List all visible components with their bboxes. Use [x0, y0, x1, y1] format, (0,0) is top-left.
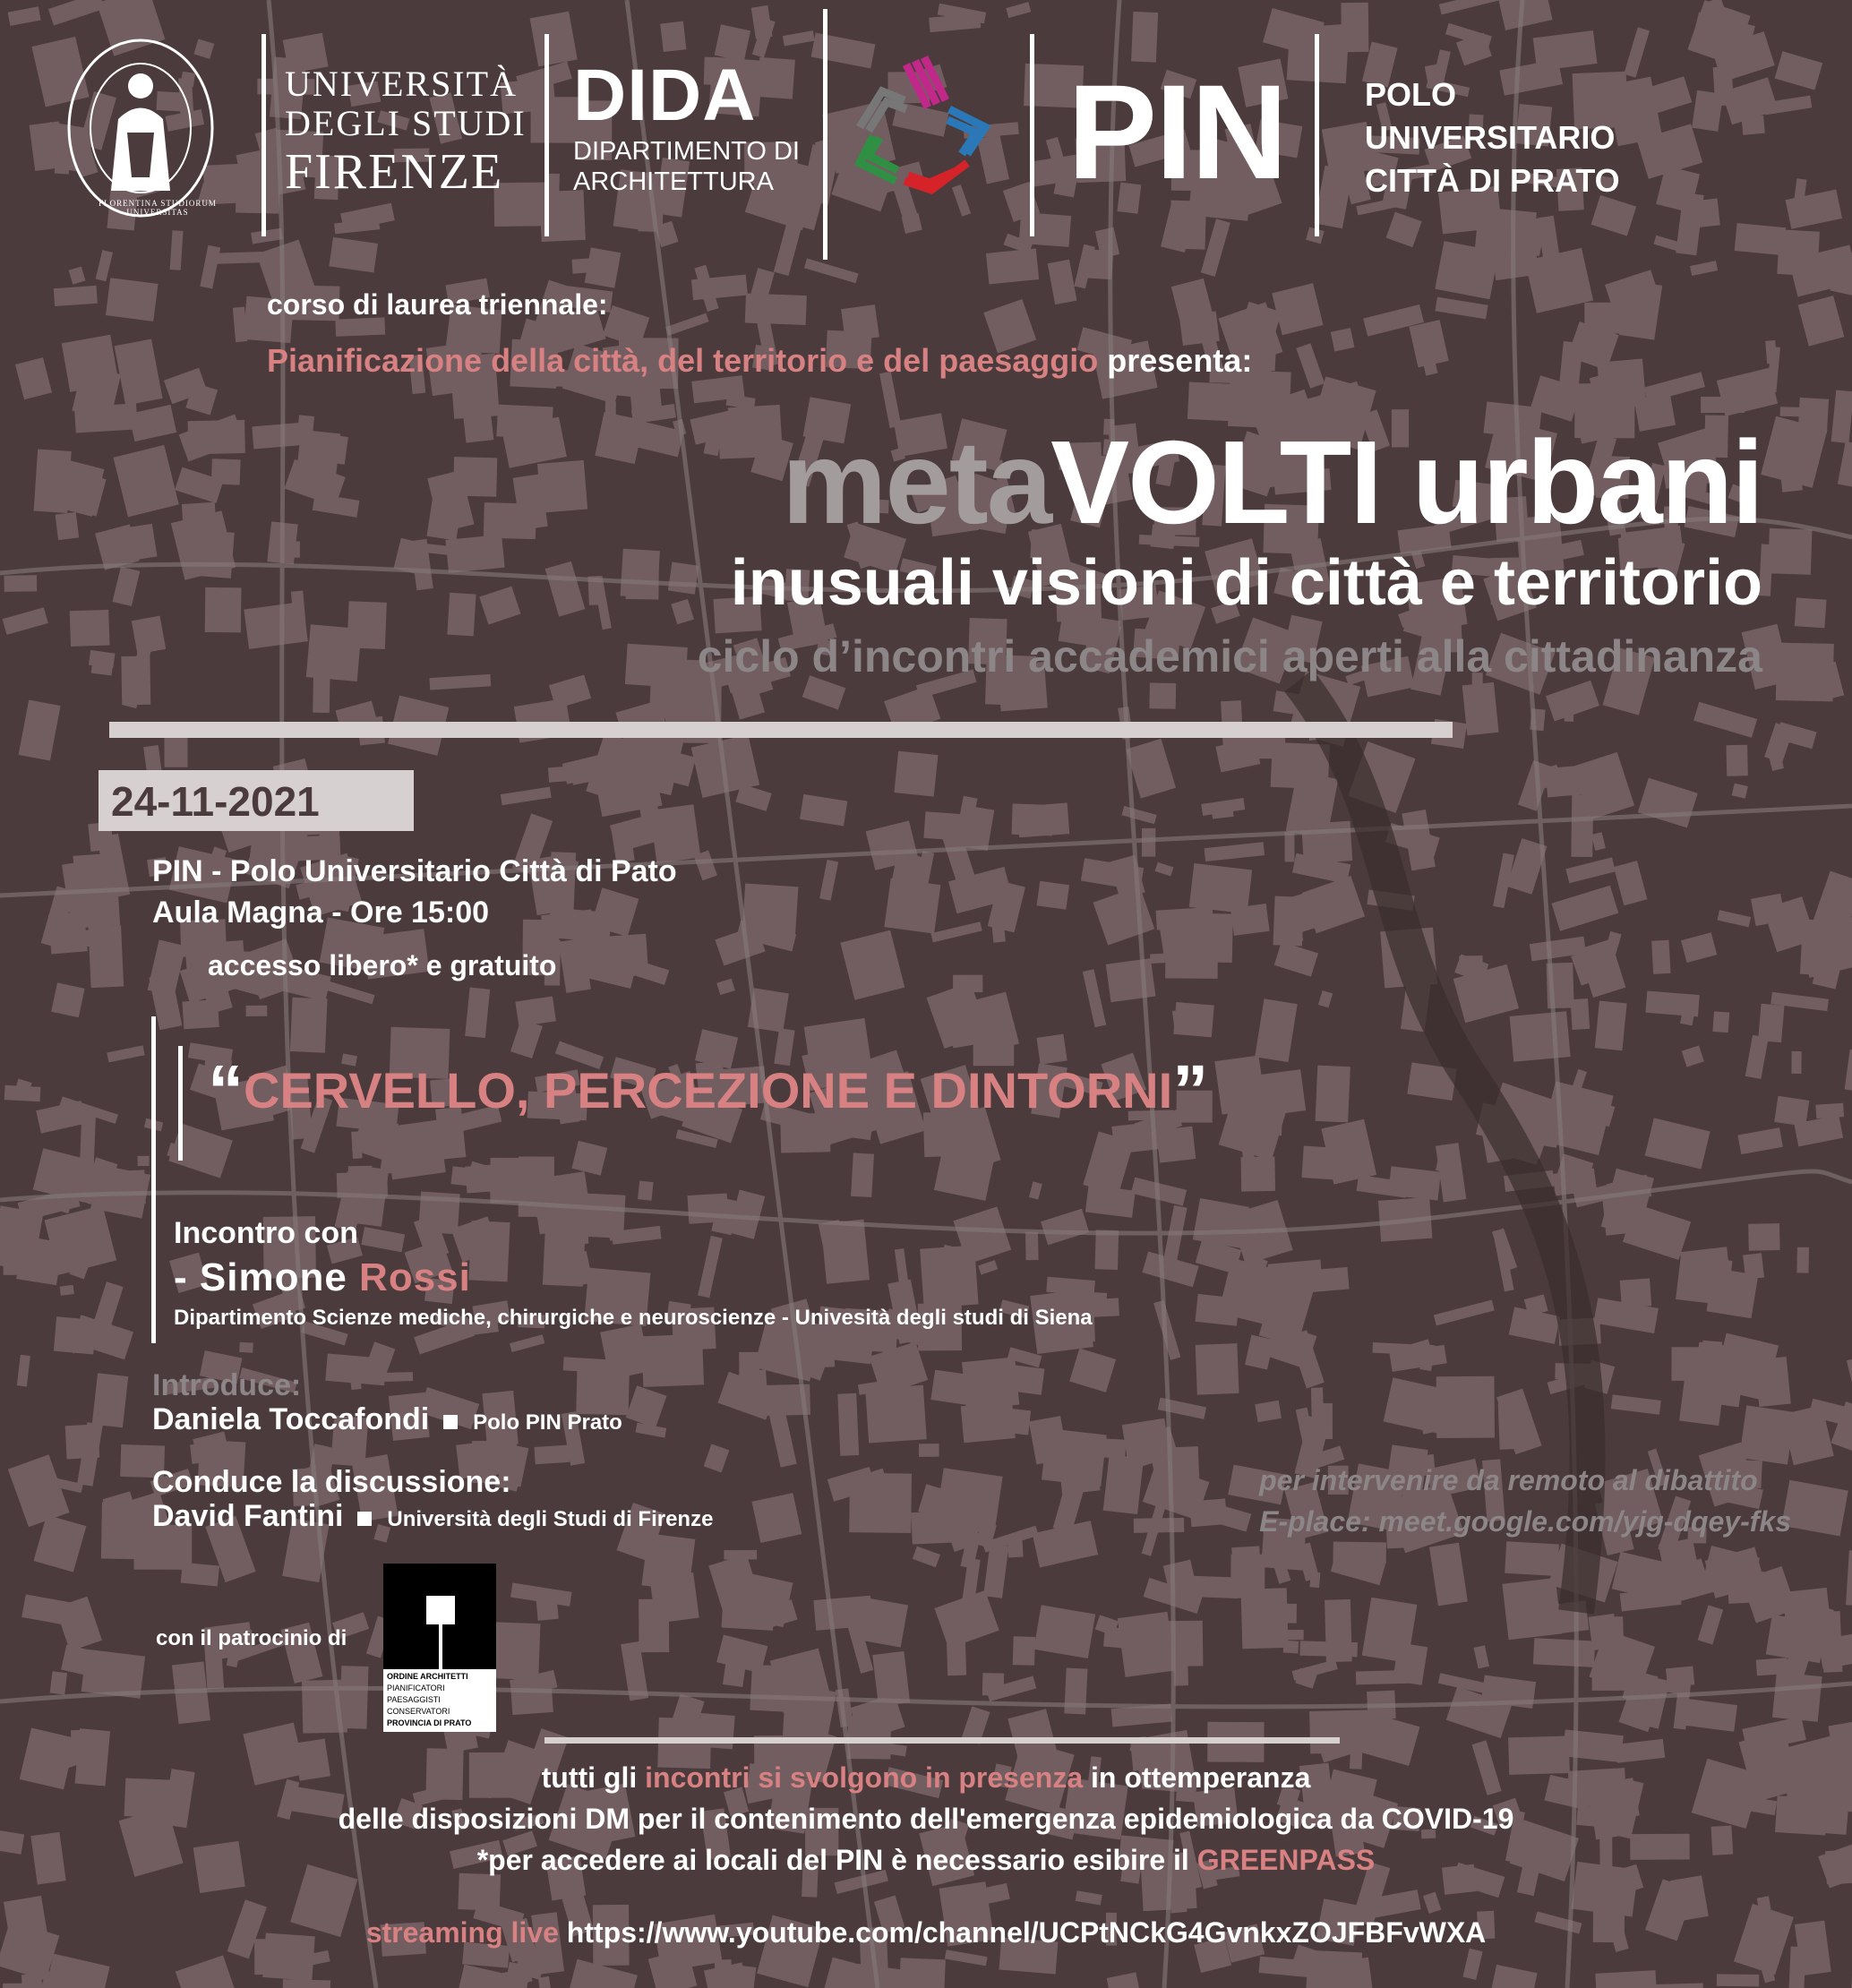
map-block [62, 858, 114, 914]
map-block [1706, 1268, 1758, 1319]
map-block [756, 1369, 767, 1386]
map-block [1510, 1011, 1571, 1062]
map-block [1796, 1247, 1809, 1273]
pin-line1: POLO [1365, 76, 1457, 113]
tagline: ciclo d’incontri accademici aperti alla cittadinanza [697, 631, 1762, 681]
unifi-seal-logo [64, 34, 217, 222]
venue-line1: PIN - Polo Universitario Città di Pato [152, 854, 677, 888]
header-divider [823, 9, 827, 260]
map-block [1735, 223, 1786, 255]
notice-line2: delle disposizioni DM per il contenimento dell'emergenza epidemiologica da COVID-19 [338, 1803, 1514, 1835]
course-label: corso di laurea triennale: [267, 288, 608, 321]
map-block [347, 601, 387, 649]
map-block [313, 675, 330, 713]
pin-subtitle [1365, 73, 1620, 202]
map-block [919, 1444, 939, 1457]
map-block [381, 1372, 413, 1382]
map-block [252, 423, 305, 450]
map-block [638, 1181, 654, 1201]
map-block [535, 1445, 570, 1465]
unifi-line1: UNIVERSITÀ [285, 64, 518, 104]
logo-line1: ORDINE ARCHITETTI [387, 1672, 468, 1681]
map-block [543, 1227, 586, 1287]
talk-title: CERVELLO, PERCEZIONE E DINTORNI [244, 1062, 1173, 1118]
map-block [56, 512, 80, 540]
map-block [74, 403, 138, 433]
pin-star-icon [842, 56, 994, 208]
speaker-affiliation: Dipartimento Scienze mediche, chirurgiche e neuroscienze - Univesità degli studi di Siena [174, 1306, 1093, 1330]
map-block [935, 1468, 1002, 1534]
map-block [742, 884, 799, 937]
map-block [1095, 1230, 1119, 1270]
introducer-name: Daniela Toccafondi [152, 1402, 430, 1436]
map-block [668, 562, 699, 595]
map-block [1356, 1670, 1418, 1685]
map-block [60, 1285, 74, 1296]
map-block [462, 399, 494, 442]
logo-stem [439, 1623, 442, 1669]
logo-line2: PIANIFICATORI [387, 1684, 445, 1692]
map-block [894, 751, 938, 797]
map-block [1196, 1343, 1239, 1395]
introduces-label: Introduce: [152, 1368, 302, 1402]
map-block [89, 925, 124, 988]
map-block [986, 248, 1039, 284]
main-title [782, 416, 1762, 550]
quote-bar [178, 1046, 183, 1161]
moderator-affiliation: Università degli Studi di Firenze [387, 1507, 714, 1531]
map-block [1036, 881, 1069, 910]
streaming-label: streaming live [365, 1916, 559, 1949]
map-block [1727, 745, 1748, 776]
map-block [138, 1156, 150, 1166]
map-block [1798, 398, 1829, 433]
map-block [1232, 1067, 1261, 1104]
unifi-line2: DEGLI STUDI [285, 103, 527, 143]
map-block [1251, 1122, 1282, 1136]
map-block [1768, 528, 1812, 575]
map-block [851, 1153, 874, 1197]
map-block [1158, 908, 1216, 963]
map-block [239, 1342, 253, 1353]
map-block [50, 1671, 67, 1694]
map-block [1713, 66, 1734, 107]
map-block [1172, 1009, 1188, 1027]
speaker-first-name: Simone [199, 1255, 347, 1299]
map-block [92, 1373, 129, 1427]
remote-line1: per intervenire da remoto al dibattito [1259, 1464, 1758, 1496]
map-block [1595, 1001, 1627, 1051]
map-block [639, 1599, 669, 1653]
map-block [1301, 1146, 1348, 1181]
remote-line2[interactable]: E-place: meet.google.com/yjg-dqey-fks [1259, 1505, 1791, 1538]
map-block [1325, 64, 1341, 75]
map-block [1189, 863, 1252, 913]
map-block [1259, 1069, 1306, 1116]
pin-title: PIN [1067, 56, 1287, 207]
logo-black-block [383, 1564, 496, 1669]
map-block [348, 1166, 373, 1193]
dida-title: DIDA [573, 55, 757, 136]
access-note: accesso libero* e gratuito [208, 949, 557, 981]
map-block [1776, 643, 1834, 702]
map-block [211, 458, 241, 484]
header-divider [544, 34, 549, 236]
map-block [290, 998, 328, 1053]
map-block [443, 1210, 456, 1233]
map-block [1651, 940, 1670, 974]
map-block [1271, 742, 1330, 790]
talk-title-line [208, 1046, 1208, 1149]
header-divider [1315, 34, 1319, 236]
map-block [339, 1666, 368, 1729]
header-divider [262, 34, 266, 236]
map-block [1142, 828, 1155, 857]
map-block [1283, 1641, 1299, 1654]
map-block [484, 502, 536, 539]
map-block [537, 460, 587, 513]
map-block [1017, 802, 1070, 837]
map-block [1717, 1974, 1759, 1986]
map-block [1134, 1518, 1184, 1533]
map-block [80, 1110, 96, 1166]
map-block [1042, 1428, 1107, 1487]
map-block [282, 1979, 330, 1988]
pin-line2: UNIVERSITARIO [1365, 119, 1616, 156]
map-block [1296, 1267, 1350, 1293]
dida-line2: ARCHITETTURA [573, 167, 774, 196]
map-block [1429, 1396, 1461, 1432]
map-block [1193, 1198, 1249, 1248]
map-block [1316, 1403, 1333, 1439]
map-block [1211, 801, 1234, 819]
map-block [573, 934, 633, 978]
ordine-architetti-logo [383, 1564, 496, 1732]
covid-notice [0, 1757, 1852, 1881]
map-block [54, 286, 98, 306]
map-block [246, 1006, 268, 1016]
map-block [1103, 1627, 1129, 1649]
greenpass-highlight: GREENPASS [1196, 1844, 1376, 1876]
map-block [1502, 1578, 1562, 1640]
map-block [715, 1959, 733, 1988]
quote-close: ” [1172, 1050, 1209, 1130]
speaker-last-name: Rossi [359, 1255, 471, 1299]
event-date: 24-11-2021 [111, 778, 320, 825]
map-block [982, 1673, 1004, 1696]
map-block [961, 1401, 1016, 1443]
streaming-url[interactable]: https://www.youtube.com/channel/UCPtNCkG4GvnkxZOJFBFvWXA [558, 1916, 1487, 1949]
notice-line1-highlight: incontri si svolgono in presenza [645, 1761, 1084, 1794]
map-block [188, 420, 245, 455]
map-block [1169, 1888, 1187, 1914]
unifi-name [285, 64, 544, 201]
map-block [858, 1598, 908, 1648]
map-block [1565, 706, 1574, 722]
quote-open: “ [208, 1050, 244, 1130]
map-block [1316, 1066, 1350, 1123]
map-block [641, 1533, 695, 1591]
map-block [1505, 1541, 1559, 1576]
course-line [267, 342, 1252, 380]
map-block [724, 1550, 757, 1560]
notice-line3-a: *per accedere ai locali del PIN è necessario esibire il [476, 1844, 1197, 1876]
title-divider-bar [109, 722, 1453, 738]
course-name: Pianificazione della città, del territorio e del paesaggio [267, 342, 1099, 379]
map-block [1025, 1232, 1039, 1261]
map-block [1603, 1616, 1625, 1656]
map-block [660, 21, 686, 52]
map-block [1013, 1636, 1035, 1666]
map-block [688, 1193, 729, 1223]
map-block [1153, 1621, 1204, 1667]
map-block [752, 1493, 802, 1543]
logo-line5: PROVINCIA DI PRATO [387, 1718, 472, 1727]
pin-line3: CITTÀ DI PRATO [1365, 162, 1620, 199]
map-block [923, 811, 961, 840]
talk-divider [151, 1016, 156, 1343]
streaming-line [0, 1916, 1852, 1949]
unifi-seal-text: FLORENTINA STUDIORUM UNIVERSITAS [99, 199, 217, 217]
logo-line3: PAESAGGISTI [387, 1695, 441, 1704]
map-block [1697, 199, 1720, 227]
logo-text [387, 1671, 471, 1729]
speaker [174, 1255, 471, 1300]
map-block [1149, 683, 1176, 709]
map-block [1435, 241, 1498, 299]
map-block [1103, 1454, 1144, 1514]
map-block [571, 257, 609, 274]
map-block [1195, 1294, 1239, 1326]
notice-line3 [0, 1839, 1852, 1881]
map-block [641, 1334, 704, 1387]
venue [152, 851, 677, 933]
map-block [536, 1595, 559, 1621]
venue-line2: Aula Magna - Ore 15:00 [152, 895, 490, 930]
map-block [296, 430, 340, 481]
dida-line1: DIPARTIMENTO DI [573, 137, 800, 166]
map-block [51, 982, 84, 1017]
map-block [91, 653, 115, 676]
map-block [1739, 1405, 1795, 1464]
speaker-dash: - [174, 1255, 200, 1299]
date-box [99, 770, 414, 831]
unifi-line3: FIRENZE [285, 144, 504, 200]
introducer [152, 1402, 622, 1437]
map-block [1795, 597, 1827, 628]
map-block [1756, 1658, 1788, 1675]
map-block [1285, 832, 1295, 861]
map-block [447, 593, 476, 637]
map-block [1791, 1051, 1801, 1074]
moderator-label: Conduce la discussione: [152, 1465, 511, 1499]
map-block [183, 999, 219, 1029]
map-block [1571, 794, 1593, 857]
remote-participation [1259, 1460, 1791, 1542]
subtitle: inusuali visioni di città e territorio [730, 547, 1762, 619]
dida-logo [573, 56, 842, 197]
map-block [837, 1393, 859, 1456]
map-block [244, 602, 308, 649]
title-volti: VOLTI [1050, 416, 1381, 548]
map-block [1033, 1605, 1095, 1658]
footer-divider-bar [544, 1737, 1340, 1744]
map-block [1106, 958, 1156, 1002]
map-block [1533, 1638, 1595, 1667]
map-block [4, 575, 38, 592]
header-divider [1030, 34, 1034, 236]
title-meta: meta [781, 416, 1051, 548]
map-block [106, 278, 159, 321]
notice-line1-a: tutti gli [541, 1761, 646, 1794]
introducer-affiliation: Polo PIN Prato [473, 1410, 622, 1435]
map-block [841, 304, 879, 341]
map-block [1748, 1223, 1779, 1251]
notice-line1-c: in ottemperanza [1083, 1761, 1311, 1794]
map-block [1462, 682, 1499, 735]
map-block [445, 535, 504, 573]
map-block [1751, 894, 1786, 926]
map-block [70, 610, 110, 647]
logo-line4: CONSERVATORI [387, 1707, 450, 1716]
bullet-square [443, 1415, 458, 1429]
notice-line1 [0, 1757, 1852, 1798]
map-block [1679, 1360, 1727, 1426]
map-block [165, 735, 188, 767]
bullet-square [357, 1512, 372, 1526]
map-block [625, 644, 688, 689]
map-block [1815, 1103, 1844, 1118]
map-block [1299, 1641, 1358, 1657]
map-block [124, 524, 158, 561]
map-block [1774, 1096, 1809, 1127]
presents-label: presenta: [1098, 342, 1253, 379]
map-block [1712, 1011, 1729, 1033]
patronage-label: con il patrocinio di [156, 1626, 347, 1650]
moderator [152, 1499, 713, 1534]
map-block [1301, 821, 1352, 864]
map-block [629, 378, 662, 416]
map-block [71, 1729, 92, 1759]
map-block [80, 380, 107, 401]
map-block [1085, 1185, 1136, 1218]
map-block [1728, 1572, 1766, 1604]
logo-white-square [426, 1596, 455, 1624]
map-block [519, 1157, 554, 1217]
map-block [1459, 955, 1483, 970]
meeting-with: Incontro con [174, 1216, 358, 1250]
map-block [1781, 477, 1803, 493]
moderator-name: David Fantini [152, 1499, 344, 1533]
map-block [1331, 328, 1355, 351]
map-block [1179, 311, 1220, 346]
map-block [1230, 1555, 1265, 1598]
title-urbani: urbani [1380, 416, 1762, 548]
map-block [450, 1166, 476, 1187]
map-block [3, 1984, 42, 1988]
map-block [205, 587, 242, 632]
map-block [65, 1424, 99, 1459]
